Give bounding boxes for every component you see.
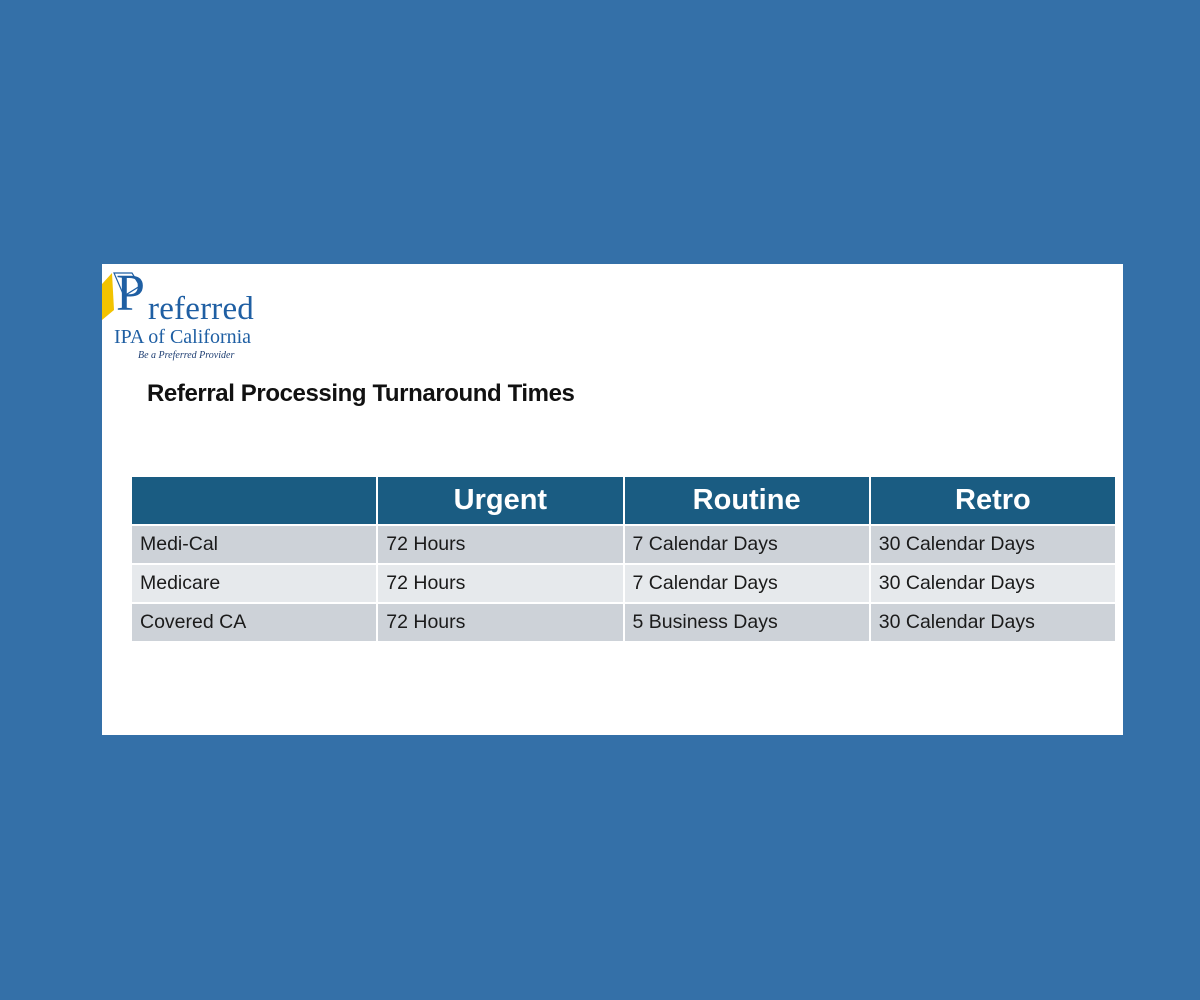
logo-subtitle: IPA of California — [114, 326, 252, 348]
urgent-cell: 72 Hours — [377, 603, 623, 642]
urgent-cell: 72 Hours — [377, 525, 623, 564]
logo-initial: P — [116, 265, 145, 322]
table-header-row — [131, 476, 1116, 525]
slide-card — [102, 264, 1123, 735]
header-cell-retro: Retro — [870, 476, 1116, 525]
turnaround-table — [130, 475, 1117, 643]
header-cell-blank — [131, 476, 377, 525]
table-row — [131, 603, 1116, 642]
routine-cell: 7 Calendar Days — [624, 525, 870, 564]
retro-cell: 30 Calendar Days — [870, 525, 1116, 564]
plan-cell: Covered CA — [131, 603, 377, 642]
logo-tagline: Be a Preferred Provider — [138, 350, 235, 361]
table-row — [131, 525, 1116, 564]
retro-cell: 30 Calendar Days — [870, 564, 1116, 603]
header-cell-urgent: Urgent — [377, 476, 623, 525]
urgent-cell: 72 Hours — [377, 564, 623, 603]
preferred-ipa-logo — [102, 265, 272, 362]
plan-cell: Medi-Cal — [131, 525, 377, 564]
retro-cell: 30 Calendar Days — [870, 603, 1116, 642]
plan-cell: Medicare — [131, 564, 377, 603]
routine-cell: 7 Calendar Days — [624, 564, 870, 603]
page-title: Referral Processing Turnaround Times — [147, 380, 575, 407]
header-cell-routine: Routine — [624, 476, 870, 525]
logo-word: referred — [148, 291, 254, 327]
routine-cell: 5 Business Days — [624, 603, 870, 642]
table-row — [131, 564, 1116, 603]
